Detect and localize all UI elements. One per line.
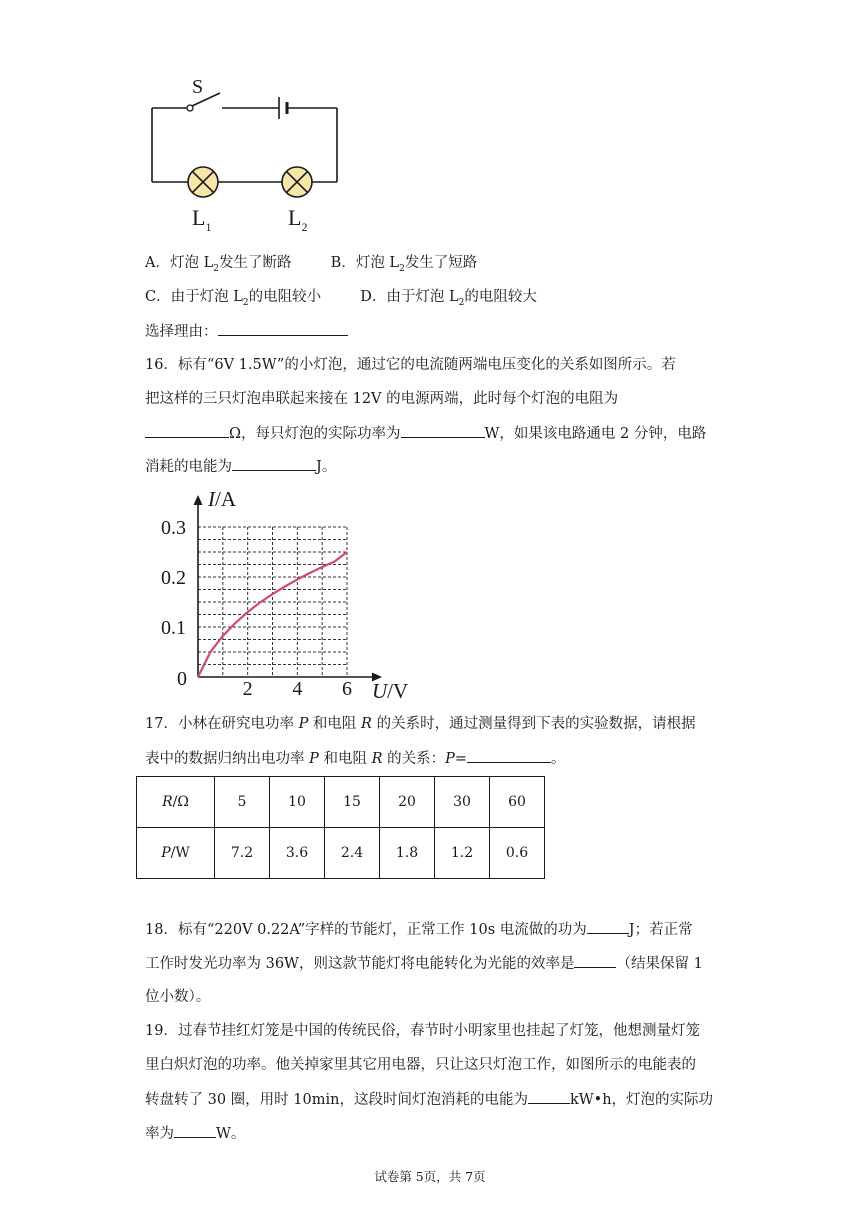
q19-line4: 率为 W。 xyxy=(145,1123,245,1144)
q19-line2: 里白炽灯泡的功率。他关掉家里其它用电器，只让这只灯泡工作，如图所示的电能表的 xyxy=(145,1057,696,1073)
data-table xyxy=(136,776,545,879)
table-row xyxy=(137,777,545,828)
option-d: D．由于灯泡 $L_2$的电阻较大 xyxy=(360,289,537,308)
table-cell: 1.2 xyxy=(435,828,490,879)
answer-blank[interactable] xyxy=(467,748,551,763)
table-cell: 10 xyxy=(270,777,325,828)
q17-line1: 17．小林在研究电功率 P 和电阻 R 的关系时，通过测量得到下表的实验数据，请根据 xyxy=(145,716,696,732)
table-cell: 5 xyxy=(215,777,270,828)
answer-blank[interactable] xyxy=(145,423,229,438)
y-tick-label: 0.1 xyxy=(161,617,186,639)
switch-label: S xyxy=(192,76,204,98)
chart-axes xyxy=(194,495,383,682)
q16-line3: Ω，每只灯泡的实际功率为 W，如果该电路通电 2 分钟，电路 xyxy=(145,423,706,444)
table-cell: 7.2 xyxy=(215,828,270,879)
q15-options-row1 xyxy=(145,253,477,279)
table-cell: 1.8 xyxy=(380,828,435,879)
table-cell: 20 xyxy=(380,777,435,828)
answer-blank[interactable] xyxy=(587,919,629,934)
q15-options-row2 xyxy=(145,287,537,313)
x-tick-label: 2 xyxy=(242,678,253,700)
table-cell: 15 xyxy=(325,777,380,828)
answer-blank[interactable] xyxy=(574,953,616,968)
table-cell: 60 xyxy=(490,777,545,828)
y-axis-arrow xyxy=(194,495,203,505)
q16-line4: 消耗的电能为 J。 xyxy=(145,456,336,477)
x-tick-label: 4 xyxy=(292,678,303,700)
table-cell: 3.6 xyxy=(270,828,325,879)
lamp1-label: $L_1$ xyxy=(192,205,212,234)
x-tick-label: 6 xyxy=(342,678,352,700)
q17-line2: 表中的数据归纳出电功率 P 和电阻 R 的关系：P= 。 xyxy=(145,748,566,769)
origin-label: 0 xyxy=(177,668,187,690)
chart-ticks xyxy=(161,517,352,700)
answer-blank[interactable] xyxy=(218,321,348,336)
option-a: A．灯泡 $L_2$发生了断路 xyxy=(145,255,292,274)
x-axis-label: U/V xyxy=(372,679,409,703)
q16-line1: 16．标有“6V 1.5W”的小灯泡，通过它的电流随两端电压变化的关系如图所示。若 xyxy=(145,357,676,373)
switch-pivot xyxy=(187,105,193,111)
answer-blank[interactable] xyxy=(401,423,485,438)
answer-blank[interactable] xyxy=(174,1123,216,1138)
q15-reason: 选择理由： xyxy=(145,321,348,342)
q18-line1: 18．标有“220V 0.22A”字样的节能灯，正常工作 10s 电流做的功为 J；若正常 xyxy=(145,919,693,940)
lamp-l2 xyxy=(282,167,312,197)
table-cell: 2.4 xyxy=(325,828,380,879)
option-b: B．灯泡 $L_2$发生了短路 xyxy=(330,255,478,274)
lamp2-label: $L_2$ xyxy=(288,205,308,234)
y-axis-label: I/A xyxy=(208,488,236,511)
option-c: C．由于灯泡 $L_2$的电阻较小 xyxy=(145,289,322,308)
q19-line1: 19．过春节挂红灯笼是中国的传统民俗，春节时小明家里也挂起了灯笼，他想测量灯笼 xyxy=(145,1023,700,1039)
table-row-header: P/W xyxy=(137,828,215,879)
q18-line2: 工作时发光功率为 36W，则这款节能灯将电能转化为光能的效率是 （结果保留 1 xyxy=(145,953,703,974)
table-row-header: R/Ω xyxy=(137,777,215,828)
answer-blank[interactable] xyxy=(232,456,316,471)
lamp-l1 xyxy=(188,167,218,197)
iu-chart xyxy=(150,488,420,703)
table-row xyxy=(137,828,545,879)
answer-blank[interactable] xyxy=(528,1089,570,1104)
q16-line2: 把这样的三只灯泡串联起来接在 12V 的电源两端，此时每个灯泡的电阻为 xyxy=(145,391,619,407)
chart-grid xyxy=(198,527,347,677)
table-cell: 0.6 xyxy=(490,828,545,879)
y-tick-label: 0.2 xyxy=(161,567,186,589)
page-footer: 试卷第 5页，共 7页 xyxy=(374,1169,486,1184)
q18-line3: 位小数）。 xyxy=(145,989,211,1005)
table-cell: 30 xyxy=(435,777,490,828)
y-tick-label: 0.3 xyxy=(161,517,186,539)
q19-line3: 转盘转了 30 圈，用时 10min，这段时间灯泡消耗的电能为 kW•h，灯泡的实际功 xyxy=(145,1089,713,1110)
circuit-diagram xyxy=(140,75,360,240)
